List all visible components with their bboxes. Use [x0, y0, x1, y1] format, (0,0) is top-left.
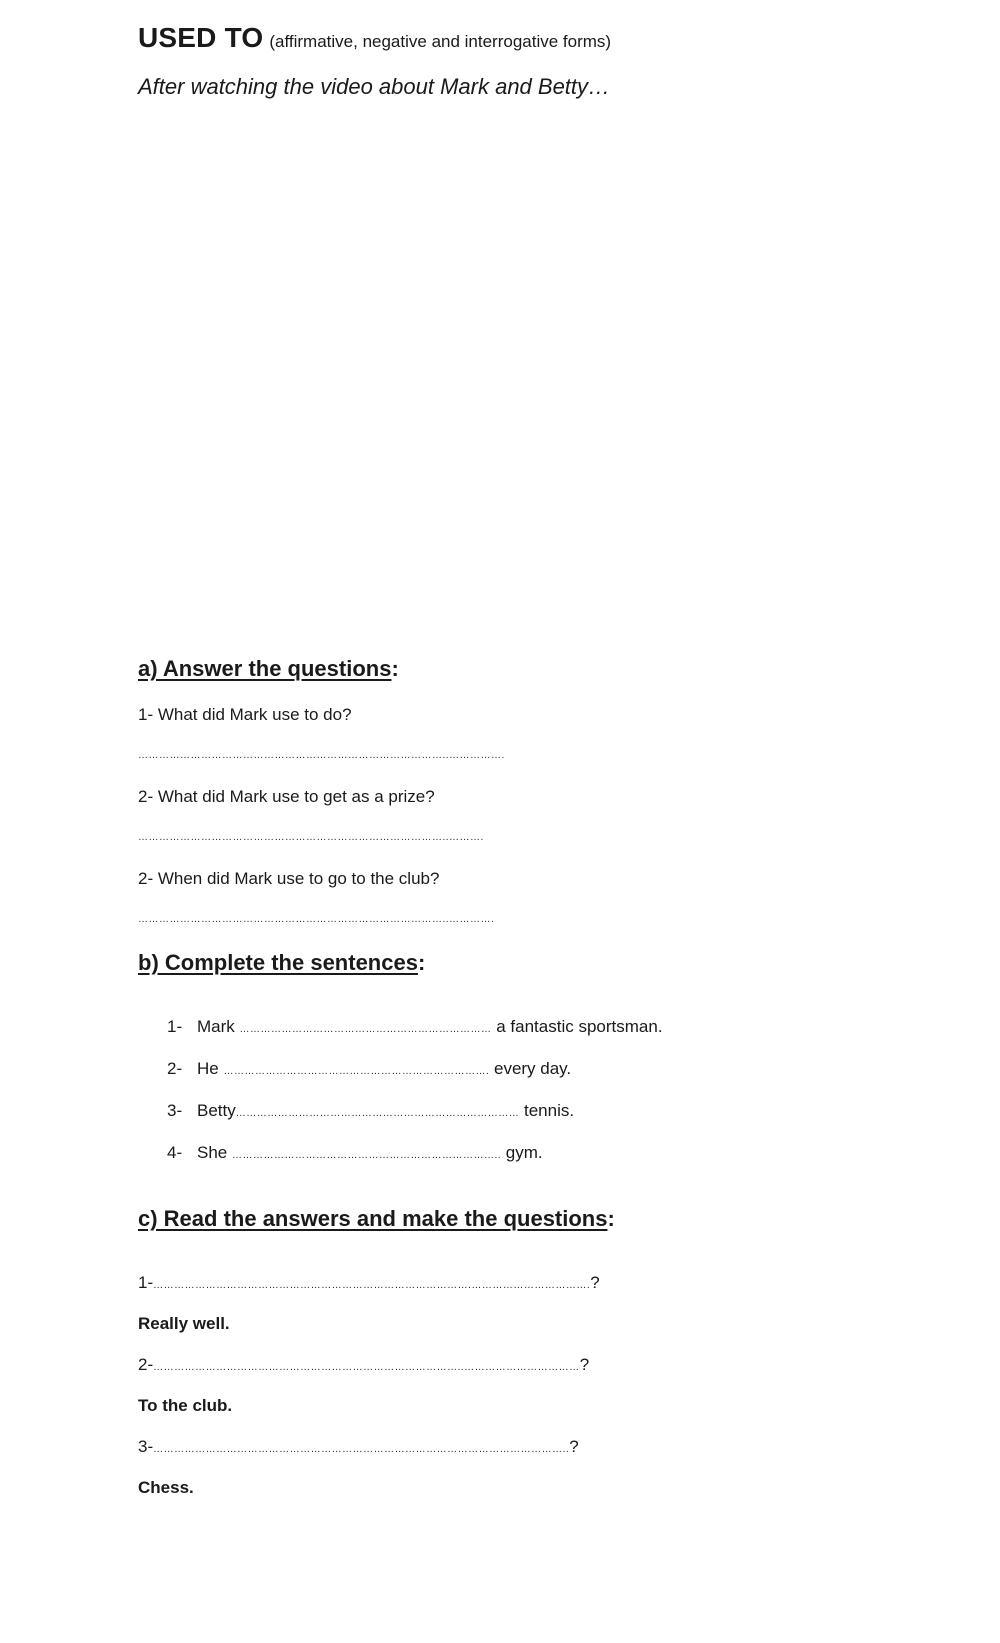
question-3: 2- When did Mark use to go to the club?	[138, 869, 440, 888]
sentence-start: Mark	[197, 1017, 235, 1036]
given-answer-1: Really well.	[138, 1314, 230, 1333]
section-c-colon: :	[607, 1206, 615, 1231]
section-b-heading-text: b) Complete the sentences	[138, 950, 418, 975]
sentence-3	[167, 1101, 574, 1121]
section-c-heading-text: c) Read the answers and make the questions	[138, 1206, 608, 1231]
question-blank[interactable]: ……………………………………………………………………………..……………………………	[153, 1362, 580, 1373]
question-blank[interactable]: ………………………………………………………………………………………………………..	[153, 1444, 570, 1455]
sentence-start: Betty	[197, 1101, 236, 1120]
sentence-blank[interactable]: ………………………………………………………………………	[235, 1108, 520, 1119]
given-answer-2: To the club.	[138, 1396, 233, 1415]
subtitle: After watching the video about Mark and Betty…	[138, 74, 611, 99]
sentence-end: tennis.	[523, 1101, 575, 1120]
section-c-heading	[138, 1206, 615, 1232]
title-note: (affirmative, negative and interrogative forms)	[269, 32, 612, 51]
question-line-1	[138, 1273, 600, 1293]
section-b-colon: :	[417, 950, 426, 975]
question-mark: ?	[590, 1273, 600, 1292]
sentence-end: every day.	[493, 1059, 572, 1078]
sentence-number: 4-	[167, 1143, 183, 1162]
page-title	[138, 22, 611, 54]
sentence-4	[167, 1143, 543, 1163]
question-2: 2- What did Mark use to get as a prize?	[138, 787, 435, 806]
sentence-1	[167, 1017, 663, 1037]
question-mark: ?	[569, 1437, 579, 1456]
sentence-start: He	[197, 1059, 219, 1078]
sentence-2	[167, 1059, 571, 1079]
section-a-heading-text: a) Answer the questions	[138, 656, 392, 681]
video-area[interactable]	[138, 120, 862, 630]
sentence-end: a fantastic sportsman.	[496, 1017, 663, 1036]
section-a-colon: :	[391, 656, 399, 681]
sentence-end: gym.	[505, 1143, 543, 1162]
answer-blank-3[interactable]: ……………………………………………………………………………..………….	[138, 914, 495, 925]
question-number: 2-	[138, 1355, 154, 1374]
question-blank[interactable]: ……………………………………………………………………………….…………………………….	[153, 1280, 591, 1291]
answer-blank-2[interactable]: ……………………………………………………………………………..……….	[138, 832, 484, 843]
question-number: 3-	[138, 1437, 154, 1456]
title-main: USED TO	[138, 22, 264, 53]
given-answer-3: Chess.	[138, 1478, 194, 1497]
sentence-number: 2-	[167, 1059, 183, 1078]
sentence-blank[interactable]: ………………………………………………………………….	[223, 1066, 490, 1077]
sentence-blank[interactable]: ………………………………………………………………	[239, 1024, 492, 1035]
question-mark: ?	[579, 1355, 590, 1374]
question-line-2	[138, 1355, 589, 1375]
question-1: 1- What did Mark use to do?	[138, 705, 352, 724]
sentence-blank[interactable]: …………………………………………………………………..	[231, 1150, 502, 1161]
answer-blank-1[interactable]: ……………………………………………………………………………..…………….	[138, 750, 505, 761]
sentence-start: She	[197, 1143, 228, 1162]
section-b-heading	[138, 950, 425, 976]
sentence-number: 3-	[167, 1101, 183, 1120]
sentence-number: 1-	[167, 1017, 183, 1036]
question-line-3	[138, 1437, 579, 1457]
section-a-heading	[138, 656, 399, 682]
question-number: 1-	[138, 1273, 154, 1292]
